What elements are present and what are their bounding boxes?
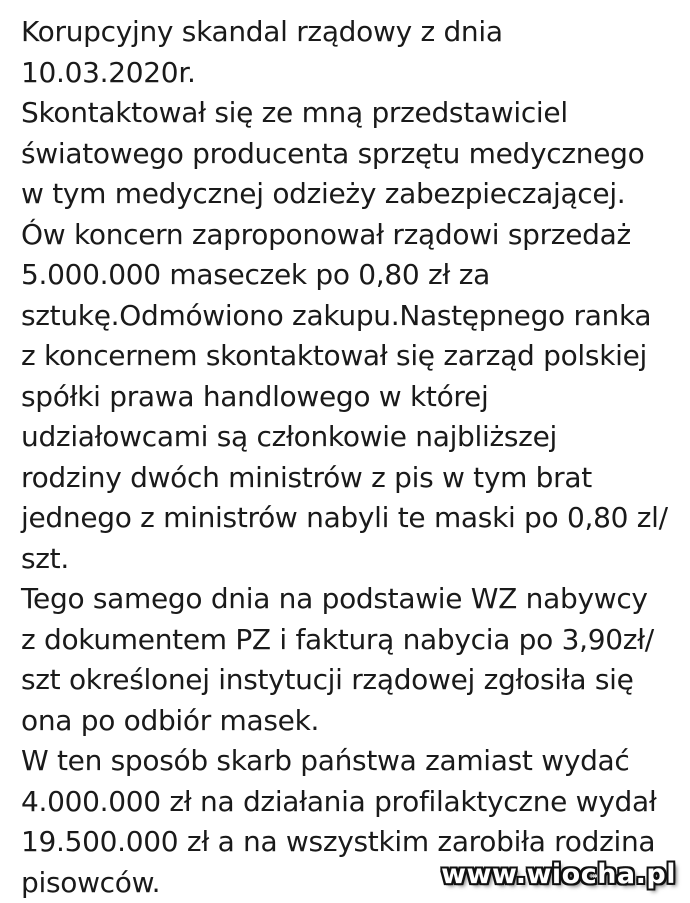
text-line: 5.000.000 maseczek po 0,80 zł za [21,255,686,296]
text-line: Tego samego dnia na podstawie WZ nabywcy [21,579,686,620]
text-line: z koncernem skontaktował się zarząd polskiej [21,336,686,377]
site-watermark: www.wiocha.pl [441,859,676,890]
text-line: 4.000.000 zł na działania profilaktyczne wydał [21,782,686,823]
text-line: światowego producenta sprzętu medycznego [21,134,686,175]
text-line: 19.500.000 zł a na wszystkim zarobiła rodzina [21,822,686,863]
text-line: pisowców. [21,863,686,903]
text-line: ona po odbiór masek. [21,701,686,742]
text-line: sztukę.Odmówiono zakupu.Następnego ranka [21,296,686,337]
text-line: rodziny dwóch ministrów z pis w tym brat [21,458,686,499]
text-line: z dokumentem PZ i fakturą nabycia po 3,90zł/ [21,620,686,661]
text-line: Skontaktował się ze mną przedstawiciel [21,93,686,134]
text-line: 10.03.2020r. [21,53,686,94]
text-line: udziałowcami są członkowie najbliższej [21,417,686,458]
text-line: szt. [21,539,686,580]
post-body [21,12,686,903]
text-line: spółki prawa handlowego w której [21,377,686,418]
text-line: Ów koncern zaproponował rządowi sprzedaż [21,215,686,256]
text-line: jednego z ministrów nabyli te maski po 0,80 zl/ [21,498,686,539]
text-line: szt określonej instytucji rządowej zgłosiła się [21,660,686,701]
text-line: w tym medycznej odzieży zabezpieczającej. [21,174,686,215]
text-line: Korupcyjny skandal rządowy z dnia [21,12,686,53]
text-line: W ten sposób skarb państwa zamiast wydać [21,741,686,782]
